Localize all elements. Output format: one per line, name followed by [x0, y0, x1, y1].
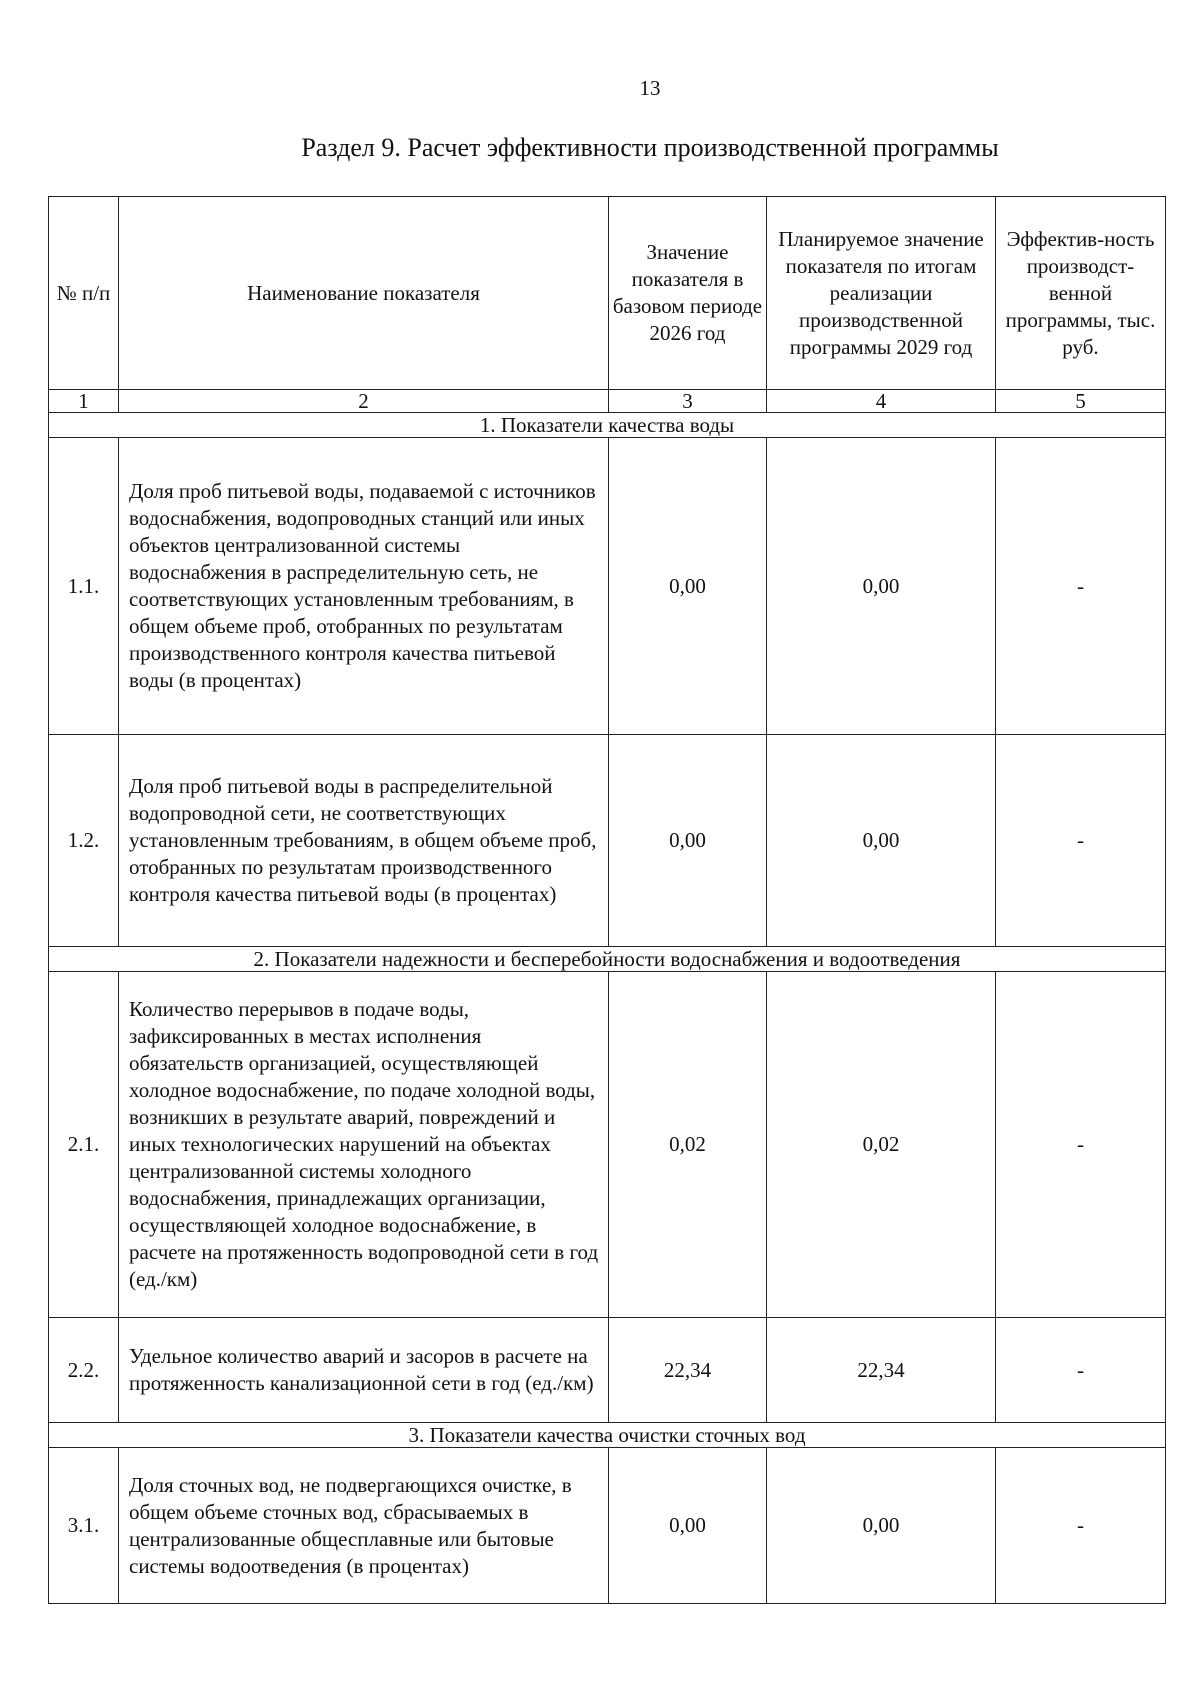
plan-value: 0,00	[767, 438, 996, 735]
row-number: 1.1.	[49, 438, 119, 735]
efficiency-value: -	[996, 972, 1166, 1318]
column-number: 3	[609, 390, 767, 413]
efficiency-table	[48, 196, 1166, 1604]
section-title: 1. Показатели качества воды	[49, 413, 1166, 438]
base-value: 0,00	[609, 735, 767, 947]
efficiency-value: -	[996, 1448, 1166, 1604]
base-value: 22,34	[609, 1318, 767, 1423]
row-number: 1.2.	[49, 735, 119, 947]
header-base: Значение показателя в базовом периоде 2026 год	[609, 197, 767, 390]
column-number: 2	[119, 390, 609, 413]
row-number: 2.1.	[49, 972, 119, 1318]
section-row	[49, 413, 1166, 438]
header-name: Наименование показателя	[119, 197, 609, 390]
header-eff: Эффектив-ность производст-венной программы, тыс. руб.	[996, 197, 1166, 390]
column-number: 4	[767, 390, 996, 413]
efficiency-value: -	[996, 438, 1166, 735]
efficiency-value: -	[996, 1318, 1166, 1423]
row-number: 2.2.	[49, 1318, 119, 1423]
table-row	[49, 438, 1166, 735]
plan-value: 0,00	[767, 1448, 996, 1604]
page-number: 13	[639, 76, 661, 100]
section-title: 3. Показатели качества очистки сточных вод	[49, 1423, 1166, 1448]
indicator-name: Количество перерывов в подаче воды, зафиксированных в местах исполнения обязательств организацией, осуществляющей холодное водоснабжение, по подаче холодной воды, возникших в результате аварий, повреждений и иных технологических нарушений на объектах централизованной системы холодного водоснабжения, принадлежащих организации, осуществляющей холодное водоснабжение, в расчете на протяженность водопроводной сети в год (ед./км)	[119, 972, 609, 1318]
plan-value: 22,34	[767, 1318, 996, 1423]
plan-value: 0,00	[767, 735, 996, 947]
section-row	[49, 947, 1166, 972]
table-row	[49, 1318, 1166, 1423]
base-value: 0,00	[609, 438, 767, 735]
column-number: 1	[49, 390, 119, 413]
row-number: 3.1.	[49, 1448, 119, 1604]
indicator-name: Удельное количество аварий и засоров в расчете на протяженность канализационной сети в год (ед./км)	[119, 1318, 609, 1423]
table-row	[49, 735, 1166, 947]
efficiency-table-wrapper	[48, 196, 1166, 1604]
column-number: 5	[996, 390, 1166, 413]
base-value: 0,02	[609, 972, 767, 1318]
header-plan: Планируемое значение показателя по итогам реализации производственной программы 2029 год	[767, 197, 996, 390]
table-row	[49, 972, 1166, 1318]
column-number-row	[49, 390, 1166, 413]
indicator-name: Доля сточных вод, не подвергающихся очистке, в общем объеме сточных вод, сбрасываемых в централизованные общесплавные или бытовые системы водоотведения (в процентах)	[119, 1448, 609, 1604]
table-row	[49, 1448, 1166, 1604]
indicator-name: Доля проб питьевой воды в распределительной водопроводной сети, не соответствующих установленным требованиям, в общем объеме проб, отобранных по результатам производственного контроля качества питьевой воды (в процентах)	[119, 735, 609, 947]
section-row	[49, 1423, 1166, 1448]
plan-value: 0,02	[767, 972, 996, 1318]
header-no: № п/п	[49, 197, 119, 390]
page-title: Раздел 9. Расчет эффективности производственной программы	[301, 133, 999, 162]
header-row	[49, 197, 1166, 390]
indicator-name: Доля проб питьевой воды, подаваемой с источников водоснабжения, водопроводных станций или иных объектов централизованной системы водоснабжения в распределительную сеть, не соответствующих установленным требованиям, в общем объеме проб, отобранных по результатам производственного контроля качества питьевой воды (в процентах)	[119, 438, 609, 735]
section-title: 2. Показатели надежности и бесперебойности водоснабжения и водоотведения	[49, 947, 1166, 972]
efficiency-value: -	[996, 735, 1166, 947]
base-value: 0,00	[609, 1448, 767, 1604]
